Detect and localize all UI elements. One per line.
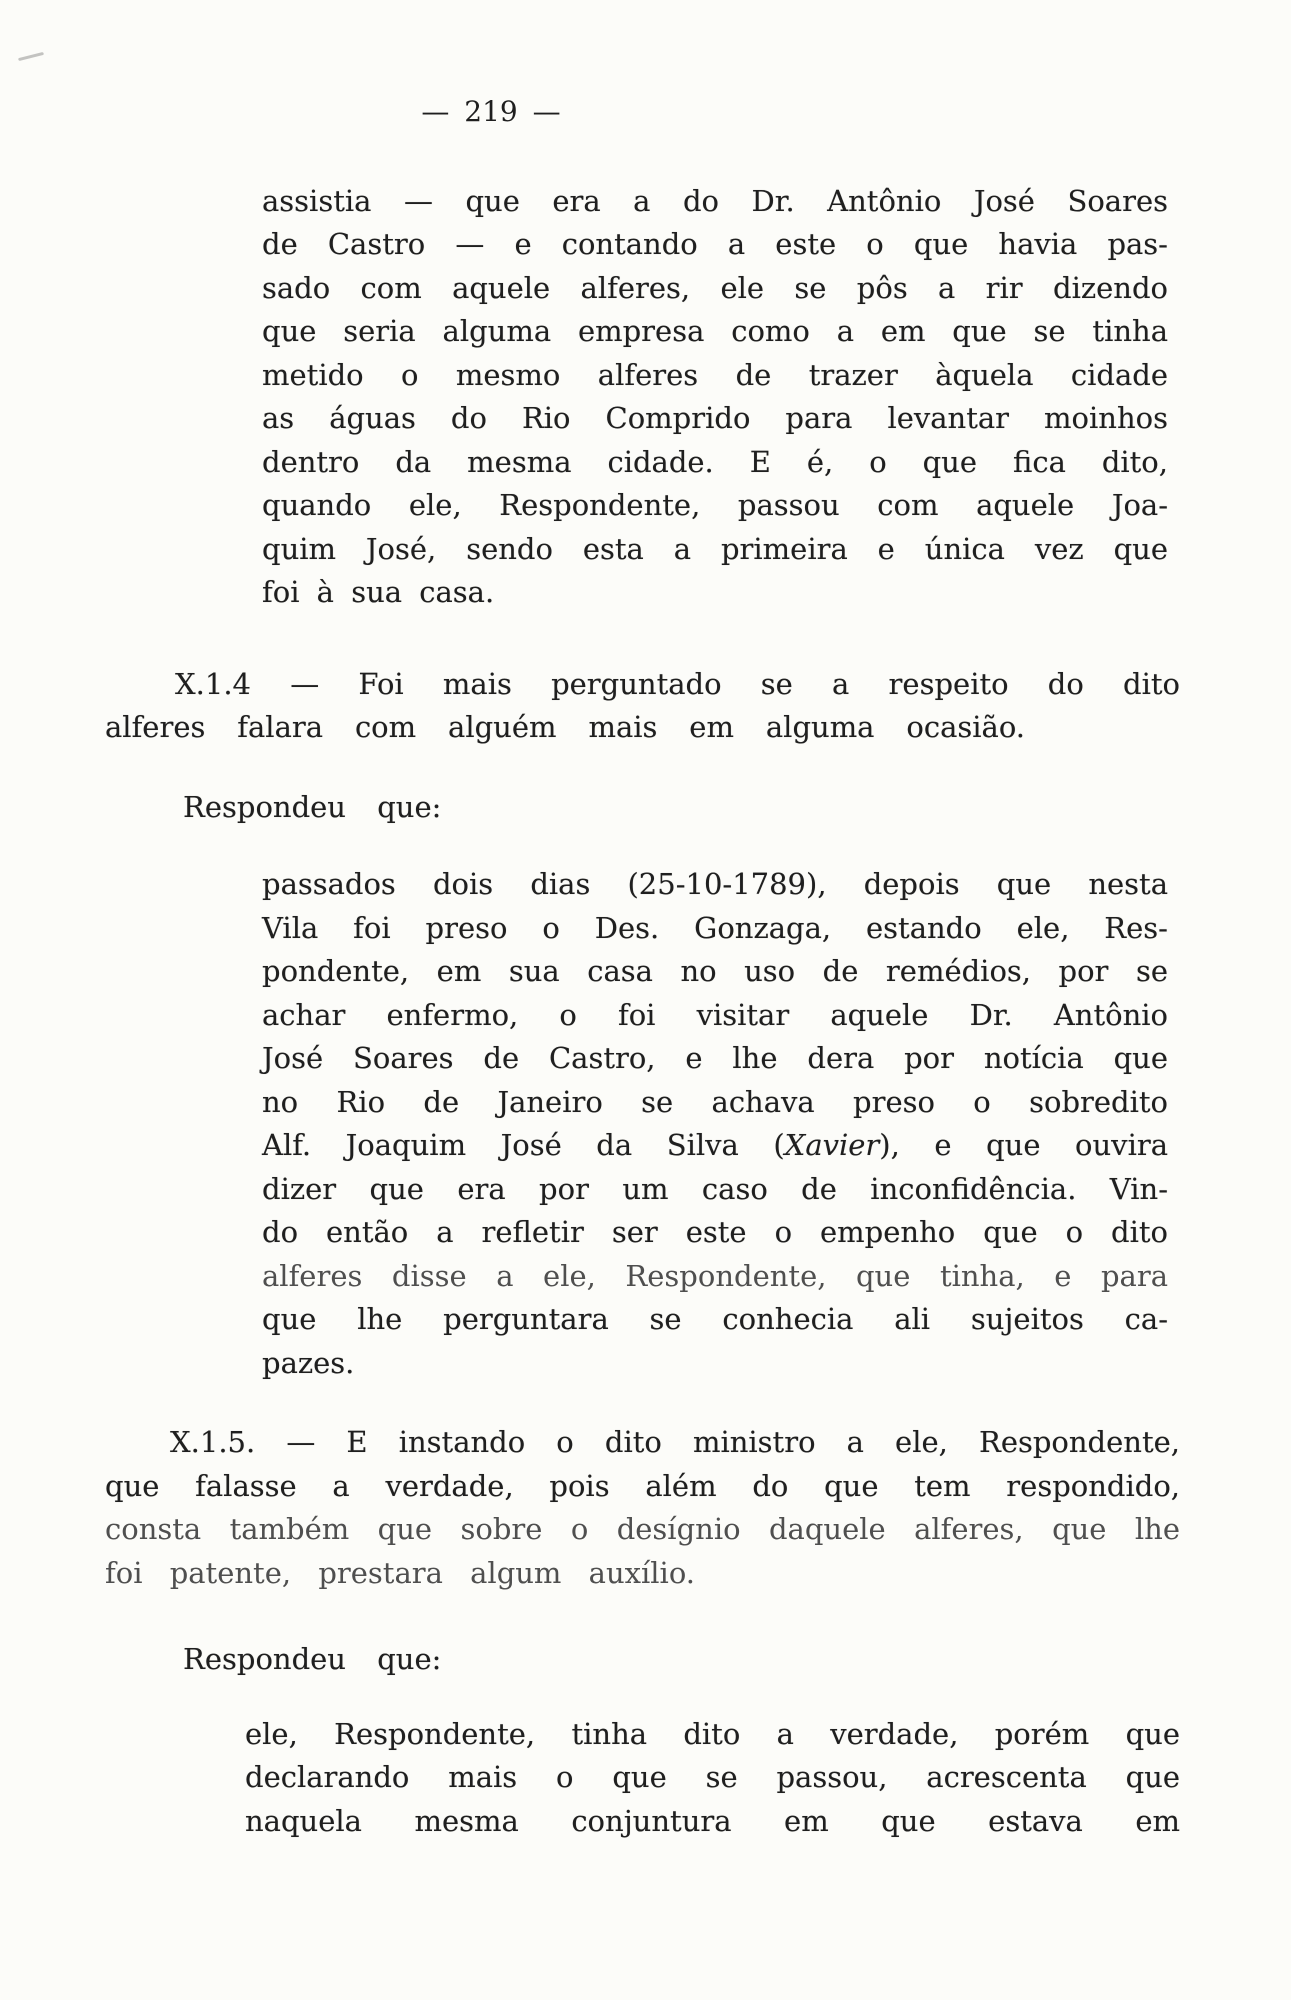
section-x14-question [105,663,1180,750]
page-number: — 219 — [421,95,561,128]
text-line: do então a refletir ser este o empenho que o dito [262,1215,1168,1249]
text-line: metido o mesmo alferes de trazer àquela cidade [262,357,1168,392]
text-line: dizer que era por um caso de inconfidência. Vin- [262,1171,1168,1206]
text-line: quando ele, Respondente, passou com aquele Joa- [262,488,1168,522]
text-line: passados dois dias (25-10-1789), depois que nesta [262,867,1168,901]
italic-name-xavier: Xavier [784,1128,880,1162]
text-line: que falasse a verdade, pois além do que tem respondido, [105,1468,1180,1503]
text-line [262,1124,1168,1168]
text-line: naquela mesma conjuntura em que estava em [245,1803,1180,1838]
text-line: no Rio de Janeiro se achava preso o sobredito [262,1084,1168,1119]
text-line: sado com aquele alferes, ele se pôs a rir dizendo [262,270,1168,305]
text-line: alferes falara com alguém mais em alguma ocasião. [105,710,1025,744]
text-line: que lhe perguntara se conhecia ali sujeitos ca- [262,1302,1168,1336]
text-line: ele, Respondente, tinha dito a verdade, porém que [245,1716,1180,1751]
respondeu-label: Respondeu que: [183,789,442,824]
testimony-answer-x15 [245,1713,1180,1844]
text-segment: ), e que ouvira [879,1128,1168,1162]
text-line: Vila foi preso o Des. Gonzaga, estando ele, Res- [262,910,1168,945]
text-line: quim José, sendo esta a primeira e única vez que [262,531,1168,566]
text-segment: Alf. Joaquim José da Silva ( [262,1128,785,1162]
text-line: pazes. [262,1345,355,1380]
text-line: José Soares de Castro, e lhe dera por notícia que [262,1041,1168,1075]
text-line: dentro da mesma cidade. E é, o que fica dito, [262,444,1168,479]
text-line: alferes disse a ele, Respondente, que tinha, e para [262,1258,1168,1293]
text-line: consta também que sobre o desígnio daquele alferes, que lhe [105,1512,1180,1546]
text-line: as águas do Rio Comprido para levantar moinhos [262,401,1168,435]
opening-paragraph [262,180,1168,615]
text-line: de Castro — e contando a este o que havia pas- [262,227,1168,261]
text-line: foi à sua casa. [262,575,495,609]
text-line: achar enfermo, o foi visitar aquele Dr. Antônio [262,997,1168,1032]
text-line: declarando mais o que se passou, acrescenta que [245,1760,1180,1794]
section-x15-question [105,1421,1180,1595]
respondeu-label: Respondeu que: [183,1642,442,1676]
text-line: foi patente, prestara algum auxílio. [105,1555,695,1590]
section-number-x14-line: X.1.4 — Foi mais perguntado se a respeito do dito [175,666,1180,701]
section-number-x15-line: X.1.5. — E instando o dito ministro a ele, Respondente, [170,1425,1180,1459]
text-line: assistia — que era a do Dr. Antônio José Soares [262,183,1168,218]
testimony-answer-x14 [262,863,1168,1385]
text-line: que seria alguma empresa como a em que se tinha [262,314,1168,348]
text-line: pondente, em sua casa no uso de remédios, por se [262,954,1168,988]
